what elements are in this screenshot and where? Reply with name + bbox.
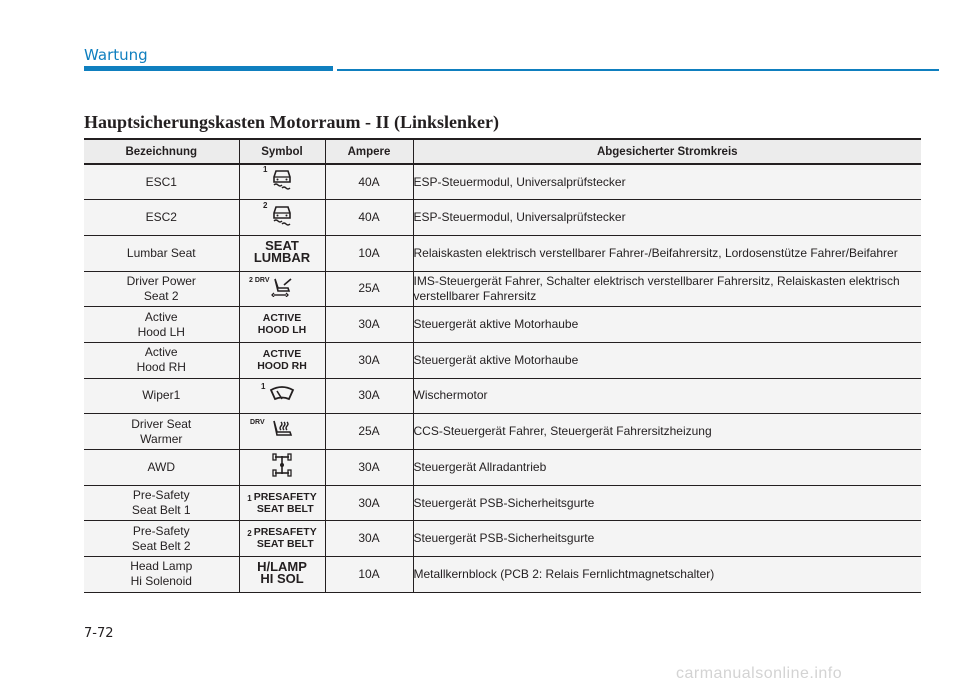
fuse-name-cell [84,521,239,557]
fuse-circuit: Wischermotor [413,378,921,414]
table-row [84,450,921,486]
fuse-circuit: Steuergerät PSB-Sicherheitsgurte [413,521,921,557]
watermark: carmanualsonline.info [676,665,843,682]
symbol-index: 1 [247,493,252,503]
symbol-text [254,240,310,264]
symbol-index: 2 [247,529,252,539]
column-header: Ampere [325,139,413,164]
fuse-name: Hood RH [136,360,186,375]
symbol-text-line: LUMBAR [253,250,311,266]
table-row [84,164,921,200]
fuse-name-cell [84,200,239,236]
fuse-circuit: ESP-Steuermodul, Universalprüfstecker [413,200,921,236]
fuse-symbol-cell [239,521,325,557]
fuse-name-cell [84,414,239,450]
fuse-name: AWD [147,459,176,474]
fuse-name-cell [84,342,239,378]
esp-car-icon [271,204,293,228]
table-row [84,307,921,343]
fuse-name: Hi Solenoid [130,574,192,589]
fuse-name-cell [84,235,239,271]
fuse-symbol [247,526,316,551]
fuse-circuit: Steuergerät PSB-Sicherheitsgurte [413,485,921,521]
fuse-symbol-cell [239,414,325,450]
fuse-ampere: 40A [325,164,413,200]
fuse-name: Seat Belt 1 [131,503,191,518]
fuse-symbol-cell [239,271,325,307]
fuse-ampere: 25A [325,271,413,307]
fuse-symbol [247,491,316,516]
fuse-ampere: 30A [325,521,413,557]
fuse-name-cell [84,378,239,414]
symbol-text-line: SEAT BELT [256,502,314,515]
fuse-ampere: 30A [325,307,413,343]
fuse-symbol-cell [239,378,325,414]
fuse-symbol [263,165,293,196]
fuse-name: Warmer [140,431,183,446]
table-row [84,485,921,521]
fuse-circuit: Relaiskasten elektrisch verstellbarer Fahrer-/Beifahrersitz, Lordosenstütze Fahrer/Beifahrer [413,235,921,271]
symbol-text-line: H/LAMP [257,559,307,575]
fuse-symbol [258,312,306,337]
symbol-text-line: SEAT BELT [256,538,314,551]
symbol-text [254,526,317,550]
fuse-name: Driver Seat [131,416,192,431]
fuse-symbol-cell [239,557,325,593]
fuse-ampere: 30A [325,378,413,414]
fuse-symbol [257,348,307,373]
table-row [84,521,921,557]
fuse-symbol-cell [239,235,325,271]
symbol-label: 2 DRV [249,276,270,284]
symbol-text-line: ACTIVE [262,312,302,325]
fuse-circuit: Steuergerät Allradantrieb [413,450,921,486]
symbol-text [258,312,306,336]
table-row [84,414,921,450]
symbol-text-line: HI SOL [260,571,304,587]
fuse-name: Hood LH [137,324,185,339]
fuse-ampere: 30A [325,342,413,378]
awd-icon [272,452,292,478]
fuse-name: Active [144,309,178,324]
fuse-name-cell [84,485,239,521]
fuse-circuit: ESP-Steuermodul, Universalprüfstecker [413,164,921,200]
fuse-name: Seat 2 [143,288,179,303]
fuse-symbol-cell [239,450,325,486]
fuse-name: Lumbar Seat [126,245,196,260]
fuse-symbol [261,381,295,407]
table-row [84,557,921,593]
fuse-name: Pre-Safety [132,488,190,503]
fuse-name-cell [84,164,239,200]
fuse-ampere: 25A [325,414,413,450]
wiper-icon [269,385,295,403]
section-label: Wartung [84,46,148,64]
fuse-name: Head Lamp [130,559,193,574]
symbol-index: 2 [263,200,268,210]
fuse-symbol-cell [239,200,325,236]
fuse-name: ESC2 [145,210,177,225]
symbol-index: 1 [261,381,266,391]
fuse-symbol-cell [239,342,325,378]
symbol-text-line: HOOD LH [257,324,307,337]
page-number: 7-72 [84,626,114,641]
fuse-circuit: Metallkernblock (PCB 2: Relais Fernlichtmagnetschalter) [413,557,921,593]
fuse-circuit: Steuergerät aktive Motorhaube [413,307,921,343]
fuse-name-cell [84,557,239,593]
fuse-symbol [254,240,310,266]
header-rule-thin [337,69,939,71]
fuse-symbol [263,200,293,232]
fuse-circuit: IMS-Steuergerät Fahrer, Schalter elektrisch verstellbarer Fahrersitz, Relaiskasten elektrisch verstellbarer Fahrersitz [413,271,921,307]
table-row [84,235,921,271]
fuse-name: Active [144,345,178,360]
table-row [84,200,921,236]
fuse-ampere: 30A [325,450,413,486]
table-row [84,378,921,414]
esp-car-icon [271,168,293,192]
fuse-ampere: 10A [325,557,413,593]
fuse-name: Seat Belt 2 [131,538,191,553]
fuse-symbol [250,418,294,445]
symbol-text [257,348,307,372]
table-header-row [84,139,921,164]
fuse-symbol [249,276,295,301]
symbol-text-line: PRESAFETY [253,526,317,539]
fuse-name-cell [84,307,239,343]
column-header: Symbol [239,139,325,164]
fuse-ampere: 10A [325,235,413,271]
fuse-name: ESC1 [145,174,177,189]
fuse-table [84,138,921,593]
fuse-ampere: 30A [325,485,413,521]
symbol-text-line: HOOD RH [257,359,307,372]
fuse-symbol [257,561,307,587]
fuse-name: Wiper1 [142,388,181,403]
fuse-circuit: CCS-Steuergerät Fahrer, Steuergerät Fahrersitzheizung [413,414,921,450]
table-row [84,271,921,307]
fuse-symbol-cell [239,485,325,521]
fuse-name: Pre-Safety [132,523,190,538]
fuse-symbol-cell [239,307,325,343]
fuse-name-cell [84,450,239,486]
symbol-index: 1 [263,165,268,175]
fuse-circuit: Steuergerät aktive Motorhaube [413,342,921,378]
symbol-label: DRV [250,418,265,426]
seat-heater-icon [270,419,294,441]
fuse-ampere: 40A [325,200,413,236]
fuse-name-cell [84,271,239,307]
page-title: Hauptsicherungskasten Motorraum - II (Linkslenker) [84,112,500,132]
symbol-text-line: ACTIVE [262,347,302,360]
column-header: Abgesicherter Stromkreis [413,139,921,164]
fuse-name: Driver Power [126,273,196,288]
symbol-text-line: PRESAFETY [253,490,317,503]
header-rule-thick [84,66,333,71]
power-seat-icon [269,277,295,297]
column-header: Bezeichnung [84,139,239,164]
symbol-text [254,491,317,515]
symbol-text-line: SEAT [265,238,299,254]
fuse-symbol [272,452,292,482]
fuse-symbol-cell [239,164,325,200]
symbol-text [257,561,307,585]
table-row [84,342,921,378]
